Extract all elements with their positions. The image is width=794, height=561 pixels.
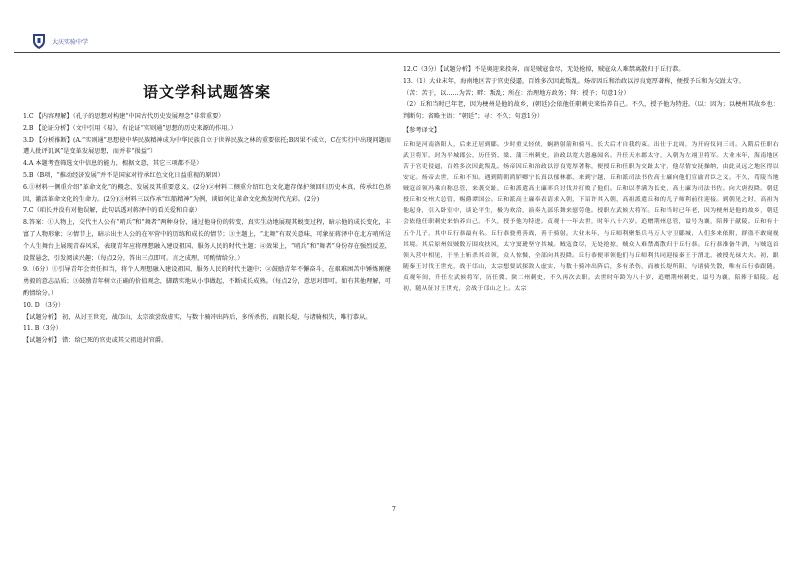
right-column <box>403 64 779 295</box>
answer-1: 1.C 【内容理解】（孔子的思想对构建“中国古代历史发展理念”非常重要） <box>23 113 225 120</box>
answer-5: 5.B（B项，“推动经济发展”并不是国家对待承红色文化日益重视的原因） <box>23 171 224 179</box>
page-number: 7 <box>392 506 396 513</box>
reference-translation-heading: 【参考译文】 <box>403 126 441 134</box>
answer-10: 10. D （3分） <box>23 301 65 309</box>
answer-7: 7.C（咱长并没有对他误解，此句话透对蒋泽中的看关爱和自豪） <box>23 207 201 215</box>
school-name: 大庆实验中学 <box>52 39 89 46</box>
analysis-11: 【试题分析】 错：给已死的官吏或其父祖追封官爵。 <box>23 337 168 345</box>
school-logo-icon <box>30 32 48 50</box>
answer-13-1: 13.（1）大业末年，海南地区苦于官吏侵逼，百姓多次因此叛乱。炀帝因丘和治政以淳良宽厚著称，便授予丘和为交趾太守。 <box>403 77 745 85</box>
page-title: 语文学科试题答案 <box>142 83 271 101</box>
answer-6: 6.①材料一侧重介绍“革命文化”的概念、发展及其重要意义。(2分)②材料二侧重介绍红色文化遗存保护须回归历史本真，传承红色基因，激活革命文化的生命力。(2分)③材料三以作承“红船精神”为例，谈如何让革命文化焕发时代光彩。(2分) <box>23 183 391 203</box>
answer-8: 8.答案：①人物上，交代主人公有“哨兵”和“舞者”两种身份，通过他身份的转变，真实生动地展现其蜕变过程，暗示他的成长变化，丰富了人物形象；②情节上，暗示出主人公的在军营中的历练和成长的情节；③主题上，“北舞”有双关意味，可象征蒋泽中在北方哨所这个人生舞台上展现青春风采，表现青年应将理想融入建设祖国、服务人民的时代主题；④效果上，“哨兵”和“舞者”身份存在强烈反差，设置悬念，引发阅读兴趣；（每点2分，答出三点即可。言之成理，可酌情给分。） <box>23 219 391 262</box>
reference-translation: 丘和是河南洛阳人，后来迁居到郿。少时重义轻侠，娴熟射箭和骑马，长大后才自我约束。出仕于北周，为开府仪同三司。入隋后任职右武卫将军，封为平城郡公，历任资、梁、蒲三州刺史，治政以宽大恩惠闻名。升任天水郡太守，入朝为左翊卫将军。大业末年，海南地区苦于官吏侵逼，百姓多次因此叛乱。炀帝因丘和治政以淳良宽厚著称，便授丘和任职为交趾太守，他尽情安抚操纳，由此灵远之地区得以安定。炀帝去世，丘和不知。遇到隋朝鸿胪卿宁长真以郁林郡，来到宁越，丘和派司法书佐高士廉向他们宣谕君臣之义。不久，苟陵当地贼寇首领冯乘自称总管，来袭交趾，丘和派遣高士廉率兵讨伐并打败了他们。丘和以孝满为长史，高士廉为司法书佐。向大唐投降。朝廷授丘和交州大总管，赐爵谭国公。丘和派高士廉奉表请求入朝，下诏许其入朝，高祖派遣丘和的儿子师利前往迎接。到朝见之时，高祖为他起身，引入卧室中，谈论平生，极为欢洽，演奏九部乐舞来慰劳他。授职左武候大将军。丘和当时已年老，因为梗州是他的故乡，朝廷会依他任职刺史来怡养自己。不久，授予他为特进。贞观十一年去世，时年八十六岁。追赠荆州总管，谥号为襄，陪葬于献陵。丘和有十五个儿子，其中丘行恭最有名。丘行恭骁勇善战，善于骑射。大业末年，与丘师利聚集兵马万人守卫郿城，人们多来依附，群盗不敢窥视其境。其后原州奴贼数万围攻扶风，太守窦琎坚守其城。贼寇食尽，无处抢掠，贼众人难禁离散归于丘行恭。丘行恭准备牛酒，与贼寇首领入营中相见，于坐上斩杀其首领，众人惊慑，全部向其投降。丘行恭便率领他们与丘师利共同迎接秦王于渭北，被授光禄大夫。初，跟随秦王讨伐王世充，战于邙山，太宗想要试探敌人虚实，与数十骑冲出阵后，多有杀伤，而被长堤所阻，与诸骑失散，唯有丘行恭跟随。贞观年间，升任左武候将军，历任冀、陕二州刺史，不久再次去职。去世时年龄为八十岁，追赠荆州刺史，谥号为襄，陪葬于昭陵。起初，随从征讨王世充，会战于邙山之上。太宗 <box>403 141 779 292</box>
header-divider <box>14 52 780 53</box>
answer-2: 2.B 【论证分析】（文中引用《易》，有论证“实则通”思想的历史来源的作用。） <box>23 124 237 132</box>
left-column <box>23 64 391 347</box>
analysis-10: 【试题分析】 初，从讨王世充，战邙山，太宗欲尝敌虚实，与数十骑冲出阵后，多所杀伤，而限长堤，与诸骑相失，唯行恭从。 <box>23 313 372 321</box>
answer-3: 3.D 【分析推断】(A.“实则通”思想使中华民族精神成为中华民族自立于世界民族之林的重要依托;B因果不成立，C在实行中出现问题而遭人批评讥讽”是变革发展思想，而并非“损益”） <box>23 136 391 156</box>
answer-11: 11. B（3分） <box>23 325 62 333</box>
page-header <box>14 30 784 52</box>
scoring-13-1: （苦：苦于，以……为苦；畔：叛乱；所在：治理地方政务；拜：授予；句意1分） <box>403 89 630 97</box>
answer-13-2: （2）丘和当时已年老，因为梗州是他的故乡，(朝廷)会依他任职刺史来怡养自己。不久，授予他为特进。（以：因为；以梗州其故乡也：判断句；省略主语：“朝廷”；寻：不久；句意1分） <box>403 101 779 121</box>
answer-9: 9.（6分）①引导青年会责任担当，将个人理想融入建设祖国、服务人民的时代主题中；②鼓励青年不懈奋斗，在艰难困苦中锤炼刚健勇毅的意志品质；③鼓励青年树立正确的价值观念，脚踏实地从小事做起，不断成长成熟。（每点2分，意思对即可。如有其他理解，可酌情给分。） <box>23 266 391 297</box>
answer-4: 4.A 本题考查筛选文中信息的能力，根据文意，其它三项都不是） <box>23 160 203 168</box>
answer-12: 12.C（3分）【试题分析】不是奥迎来投奔，而是贼寇食尽，无处抢掠，贼寇众人难禁离散归于丘行恭。 <box>403 66 685 73</box>
